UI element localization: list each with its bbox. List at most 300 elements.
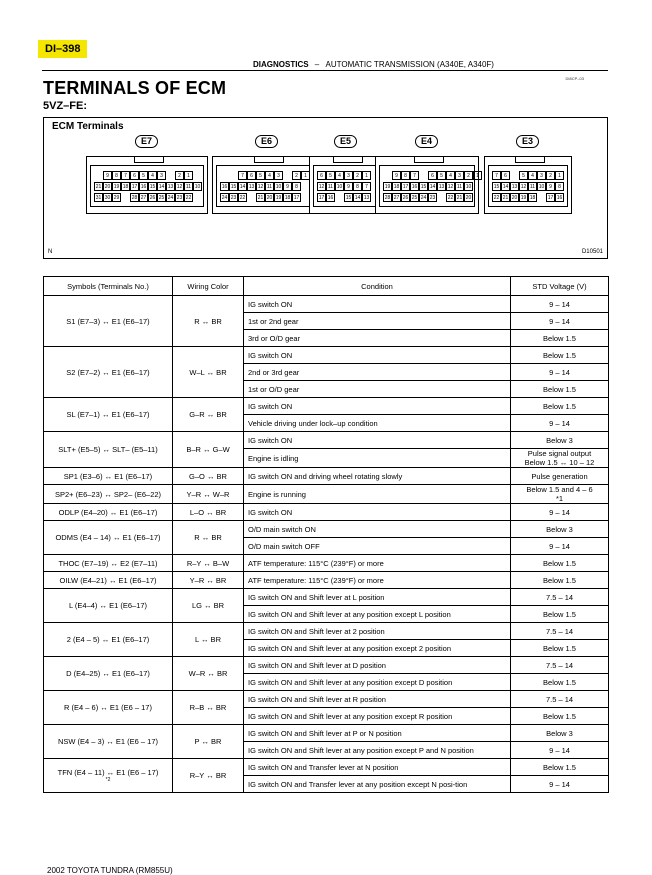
connector-label-e4: E4 [415,135,438,148]
terminal-pin: 15 [420,184,427,190]
terminal-pin: 9 [103,171,112,180]
terminal-pin: 14 [239,184,246,190]
table-row [44,759,609,776]
condition-cell: IG switch ON [244,504,511,521]
wiring-color-cell: P ↔ BR [173,725,244,759]
pin-row [317,171,371,180]
terminal-pin: 11 [456,184,463,190]
ecm-terminals-diagram [43,117,608,259]
terminal-pin: 13 [248,184,255,190]
terminal-pin: 9 [546,182,555,191]
header-condition: Condition [244,277,511,296]
voltage-cell: Below 1.5 [511,398,609,415]
terminal-pin: 8 [555,182,564,191]
symbol-text: SLT+ (E5–5) ↔ SLT– (E5–11) [58,445,158,454]
terminal-pin: 30 [104,195,111,201]
terminal-pin: 13 [363,195,370,201]
terminal-pin: 16 [556,195,563,201]
terminal-pin: 10 [194,184,201,190]
terminal-pin: 27 [140,195,147,201]
pin-row [94,193,193,202]
terminal-pin: 11 [327,184,334,190]
terminal-pin: 21 [95,184,102,190]
symbol-text: SP1 (E3–6) ↔ E1 (E6–17) [63,471,153,481]
terminal-pin: 15 [493,184,500,190]
connector-e7 [86,156,208,214]
voltage-cell: Below 1.5 [511,555,609,572]
terminal-pin: 7 [238,171,247,180]
voltage-cell: 9 – 14 [511,776,609,793]
condition-cell: IG switch ON and Shift lever at P or N position [244,725,511,742]
condition-cell: IG switch ON and Shift lever at any position except 2 position [244,640,511,657]
symbol-cell [44,398,173,432]
terminal-pin: 18 [122,184,129,190]
terminal-pin: 9 [344,182,353,191]
voltage-cell: Below 1.5 [511,381,609,398]
terminal-pin: 15 [149,184,156,190]
table-header-row [44,277,609,296]
terminal-pin: 12 [176,184,183,190]
section-subject: AUTOMATIC TRANSMISSION (A340E, A340F) [325,60,494,69]
terminal-pin: 16 [327,195,334,201]
condition-cell: IG switch ON and Transfer lever at N position [244,759,511,776]
terminal-pin [383,171,392,180]
footnote-marker: *2 [105,777,111,783]
terminal-pin [335,193,344,202]
terminal-pin: 14 [158,184,165,190]
condition-cell: IG switch ON [244,432,511,449]
page-footer: 2002 TOYOTA TUNDRA (RM855U) [47,866,173,875]
terminal-pin: 3 [274,171,283,180]
pin-row [383,193,473,202]
terminal-pin: 7 [121,171,130,180]
terminal-pin: 17 [293,195,300,201]
document-code: DI8CP–03 [565,76,584,81]
condition-cell: 1st or O/D gear [244,381,511,398]
terminal-pin: 5 [519,171,528,180]
voltage-cell: Below 1.5 [511,347,609,364]
terminal-pin: 22 [239,195,246,201]
header-std-voltage: STD Voltage (V) [511,277,609,296]
table-body [44,296,609,793]
symbol-text: R (E4 – 6) ↔ E1 (E6 – 17) [64,703,152,712]
wiring-color-cell: L ↔ BR [173,623,244,657]
condition-cell: IG switch ON and Shift lever at R position [244,691,511,708]
pin-row [220,182,301,191]
terminal-pin: 8 [292,182,301,191]
condition-cell: O/D main switch ON [244,521,511,538]
condition-cell: Engine is running [244,485,511,504]
terminal-pin: 1 [473,171,482,180]
terminal-pin: 16 [221,184,228,190]
voltage-cell: 9 – 14 [511,504,609,521]
symbol-cell [44,623,173,657]
terminal-pin: 17 [131,184,138,190]
terminal-pin: 19 [275,195,282,201]
terminal-pin: 6 [501,171,510,180]
terminal-pin: 7 [492,171,501,180]
terminal-pin: 2 [464,171,473,180]
terminal-pin [283,171,292,180]
terminal-pin: 20 [266,195,273,201]
voltage-cell: Below 1.5 and 4 – 6 *1 [511,485,609,504]
page-title: TERMINALS OF ECM [43,78,227,98]
terminal-pin: 20 [465,195,472,201]
pin-row [94,182,202,191]
terminal-pin: 3 [157,171,166,180]
symbol-cell [44,759,173,793]
condition-cell: IG switch ON [244,296,511,313]
condition-cell: Vehicle driving under lock–up condition [244,415,511,432]
terminal-pin: 7 [410,171,419,180]
terminal-pin [94,171,103,180]
wiring-color-cell: G–O ↔ BR [173,468,244,485]
terminal-pin: 2 [353,171,362,180]
connector-latch [134,156,164,163]
connector-label-e6: E6 [255,135,278,148]
table-row [44,555,609,572]
terminal-pin: 5 [256,171,265,180]
symbol-cell [44,657,173,691]
symbol-cell [44,589,173,623]
wiring-color-cell: Y–R ↔ BR [173,572,244,589]
condition-cell: IG switch ON and Shift lever at any position except L position [244,606,511,623]
symbol-text: S2 (E7–2) ↔ E1 (E6–17) [66,367,150,377]
connector-latch [333,156,363,163]
condition-cell: 3rd or O/D gear [244,330,511,347]
condition-cell: IG switch ON [244,398,511,415]
terminal-pin: 1 [362,171,371,180]
header-wiring-color: Wiring Color [173,277,244,296]
table-row [44,296,609,313]
terminal-pin: 20 [104,184,111,190]
voltage-cell: Below 1.5 [511,606,609,623]
terminal-pin: 8 [353,182,362,191]
wiring-color-cell: R–B ↔ BR [173,691,244,725]
terminal-pin: 12 [520,184,527,190]
voltage-cell: 9 – 14 [511,742,609,759]
terminal-pin: 3 [344,171,353,180]
symbol-cell [44,555,173,572]
table-row [44,485,609,504]
condition-cell: 1st or 2nd gear [244,313,511,330]
terminal-pin: 8 [112,171,121,180]
terminal-pin: 26 [149,195,156,201]
voltage-cell: Below 1.5 [511,674,609,691]
terminal-pin: 1 [555,171,564,180]
terminal-pin: 20 [511,195,518,201]
terminal-pin: 1 [301,171,310,180]
symbol-cell [44,468,173,485]
terminal-pin: 21 [257,195,264,201]
table-row [44,572,609,589]
condition-cell: IG switch ON and driving wheel rotating slowly [244,468,511,485]
wiring-color-cell: W–R ↔ BR [173,657,244,691]
terminal-pin: 11 [529,184,536,190]
terminal-pin: 5 [139,171,148,180]
table-row [44,504,609,521]
terminal-pin: 18 [529,195,536,201]
pin-row [220,171,310,180]
terminal-pin [419,171,428,180]
terminal-pin: 6 [247,171,256,180]
terminal-pin: 6 [428,171,437,180]
diagram-n-label: N [48,249,53,255]
wiring-color-cell: R–Y ↔ B–W [173,555,244,572]
table-row [44,657,609,674]
terminal-pin: 15 [345,195,352,201]
terminal-pin: 10 [336,184,343,190]
voltage-cell: 7.5 – 14 [511,691,609,708]
terminal-pin: 8 [401,171,410,180]
voltage-cell: 7.5 – 14 [511,589,609,606]
voltage-cell: Below 3 [511,432,609,449]
voltage-cell: 9 – 14 [511,296,609,313]
wiring-color-cell: LG ↔ BR [173,589,244,623]
voltage-cell: Below 1.5 [511,572,609,589]
diagram-id: D10501 [581,249,603,255]
connector-latch [515,156,545,163]
terminal-pin: 4 [148,171,157,180]
terminal-pin: 13 [438,184,445,190]
condition-cell: IG switch ON and Shift lever at 2 position [244,623,511,640]
terminal-pin: 2 [292,171,301,180]
terminal-pin: 28 [131,195,138,201]
symbol-text: ODLP (E4–20) ↔ E1 (E6–17) [58,507,158,517]
symbol-text: NSW (E4 – 3) ↔ E1 (E6 – 17) [57,737,159,746]
wiring-color-cell: B–R ↔ G–W [173,432,244,468]
terminal-pin: 16 [140,184,147,190]
condition-cell: 2nd or 3rd gear [244,364,511,381]
terminal-pin: 4 [528,171,537,180]
connector-e5 [309,156,383,214]
symbol-text: ODMS (E4 – 14) ↔ E1 (E6–17) [55,533,161,542]
terminal-pin: 29 [113,195,120,201]
terminal-pin: 5 [326,171,335,180]
section-header [253,60,494,69]
voltage-cell: Below 1.5 [511,759,609,776]
terminal-pin: 10 [538,184,545,190]
voltage-cell: 9 – 14 [511,364,609,381]
terminal-pin: 2 [546,171,555,180]
terminal-pin: 14 [354,195,361,201]
condition-cell: ATF temperature: 115°C (239°F) or more [244,555,511,572]
terminal-pin: 7 [362,182,371,191]
symbol-text: L (E4–4) ↔ E1 (E6–17) [68,601,148,610]
terminal-pin [247,193,256,202]
terminal-pin: 19 [384,184,391,190]
terminal-pin: 14 [502,184,509,190]
terminal-pin: 15 [230,184,237,190]
terminal-pin: 25 [411,195,418,201]
terminal-pin: 17 [318,195,325,201]
section-name: DIAGNOSTICS [253,60,309,69]
terminal-pin: 31 [95,195,102,201]
terminal-pin: 22 [493,195,500,201]
wiring-color-cell: R ↔ BR [173,296,244,347]
condition-cell: O/D main switch OFF [244,538,511,555]
connector-e3 [484,156,572,214]
table-row [44,725,609,742]
terminal-pin: 13 [511,184,518,190]
terminal-pin: 12 [318,184,325,190]
voltage-cell: 7.5 – 14 [511,623,609,640]
terminal-pin: 24 [420,195,427,201]
pin-row [383,171,482,180]
terminal-pin: 23 [230,195,237,201]
wiring-color-cell: R ↔ BR [173,521,244,555]
terminal-pin [166,171,175,180]
symbol-cell [44,725,173,759]
voltage-cell: Pulse signal output Below 1.5 ↔ 10 – 12 [511,449,609,468]
condition-cell: IG switch ON and Shift lever at any position except P and N position [244,742,511,759]
terminal-pin: 10 [275,184,282,190]
pin-row [383,182,473,191]
symbol-text: D (E4–25) ↔ E1 (E6–17) [66,669,150,678]
terminal-pin: 1 [184,171,193,180]
connector-label-e3: E3 [516,135,539,148]
condition-cell: IG switch ON and Shift lever at D position [244,657,511,674]
pin-row [317,182,371,191]
table-row [44,623,609,640]
symbol-text: S1 (E7–3) ↔ E1 (E6–17) [66,316,150,326]
symbol-text: OILW (E4–21) ↔ E1 (E6–17) [59,575,157,585]
condition-cell: IG switch ON and Transfer lever at any position except N posi-tion [244,776,511,793]
symbol-cell [44,521,173,555]
wiring-color-cell: L–O ↔ BR [173,504,244,521]
connector-label-e5: E5 [334,135,357,148]
condition-cell: IG switch ON [244,347,511,364]
symbol-cell [44,485,173,504]
terminal-pin: 13 [167,184,174,190]
connector-latch [414,156,444,163]
symbol-text: TFN (E4 – 11) ↔ E1 (E6 – 17) [57,768,159,777]
terminal-pin [510,171,519,180]
terminal-pin: 26 [402,195,409,201]
condition-cell: ATF temperature: 115°C (239°F) or more [244,572,511,589]
terminal-pin [537,193,546,202]
terminal-pin: 10 [465,184,472,190]
symbol-cell [44,296,173,347]
terminal-pin: 22 [185,195,192,201]
wiring-color-cell: Y–R ↔ W–R [173,485,244,504]
pin-row [317,193,371,202]
terminal-pin: 9 [283,182,292,191]
connector-latch [254,156,284,163]
terminal-pin: 23 [176,195,183,201]
terminal-pin: 6 [317,171,326,180]
header-symbols: Symbols (Terminals No.) [44,277,173,296]
terminal-pin: 2 [175,171,184,180]
symbol-cell [44,572,173,589]
terminal-pin: 4 [335,171,344,180]
terminal-pin: 28 [384,195,391,201]
symbol-cell [44,691,173,725]
terminal-pin: 12 [257,184,264,190]
terminal-pin: 4 [446,171,455,180]
terminal-pin [220,171,229,180]
condition-cell: IG switch ON and Shift lever at L position [244,589,511,606]
symbol-text: 2 (E4 – 5) ↔ E1 (E6–17) [66,635,150,644]
terminal-pin: 21 [456,195,463,201]
wiring-color-cell: R–Y ↔ BR [173,759,244,793]
table-row [44,468,609,485]
pin-row [492,193,564,202]
terminal-pin: 19 [113,184,120,190]
terminal-pin: 24 [167,195,174,201]
terminal-pin: 25 [158,195,165,201]
pin-row [220,193,301,202]
voltage-cell: 9 – 14 [511,313,609,330]
terminal-pin: 22 [447,195,454,201]
terminal-pin [229,171,238,180]
table-row [44,691,609,708]
symbol-cell [44,504,173,521]
condition-cell: IG switch ON and Shift lever at any position except R position [244,708,511,725]
voltage-cell: Below 3 [511,725,609,742]
terminal-pin: 24 [221,195,228,201]
terminal-pin: 5 [437,171,446,180]
connector-label-e7: E7 [135,135,158,148]
terminal-pin: 12 [447,184,454,190]
condition-cell: IG switch ON and Shift lever at any position except D position [244,674,511,691]
terminal-pin: 19 [520,195,527,201]
terminal-pin [437,193,446,202]
terminal-pin: 18 [284,195,291,201]
pin-row [492,171,564,180]
table-row [44,589,609,606]
symbol-cell [44,347,173,398]
page-number-tag: DI–398 [38,40,87,58]
wiring-color-cell: G–R ↔ BR [173,398,244,432]
terminal-spec-table [43,276,609,793]
terminal-pin: 14 [429,184,436,190]
terminal-pin: 17 [402,184,409,190]
table-row [44,398,609,415]
symbol-cell [44,432,173,468]
section-dash: – [314,60,320,69]
terminal-pin: 17 [547,195,554,201]
symbol-text: SL (E7–1) ↔ E1 (E6–17) [66,410,150,419]
voltage-cell: Below 1.5 [511,708,609,725]
voltage-cell: Pulse generation [511,468,609,485]
terminal-pin: 6 [130,171,139,180]
voltage-cell: 9 – 14 [511,538,609,555]
terminal-pin: 4 [265,171,274,180]
terminal-pin: 16 [411,184,418,190]
terminal-pin: 9 [392,171,401,180]
table-row [44,432,609,449]
page-subtitle: 5VZ–FE: [43,100,88,112]
voltage-cell: Below 3 [511,521,609,538]
voltage-cell: Below 1.5 [511,640,609,657]
voltage-cell: 9 – 14 [511,415,609,432]
terminal-pin [121,193,130,202]
voltage-cell: Below 1.5 [511,330,609,347]
terminal-pin: 18 [393,184,400,190]
terminal-pin: 21 [502,195,509,201]
voltage-cell: 7.5 – 14 [511,657,609,674]
terminal-pin: 23 [429,195,436,201]
ecm-terminals-label: ECM Terminals [52,121,124,132]
symbol-text: THOC (E7–19) ↔ E2 (E7–11) [58,558,158,568]
terminal-pin: 3 [537,171,546,180]
table-row [44,521,609,538]
terminal-pin: 11 [266,184,273,190]
connector-e4 [375,156,479,214]
header-rule [42,70,608,71]
terminal-pin: 27 [393,195,400,201]
